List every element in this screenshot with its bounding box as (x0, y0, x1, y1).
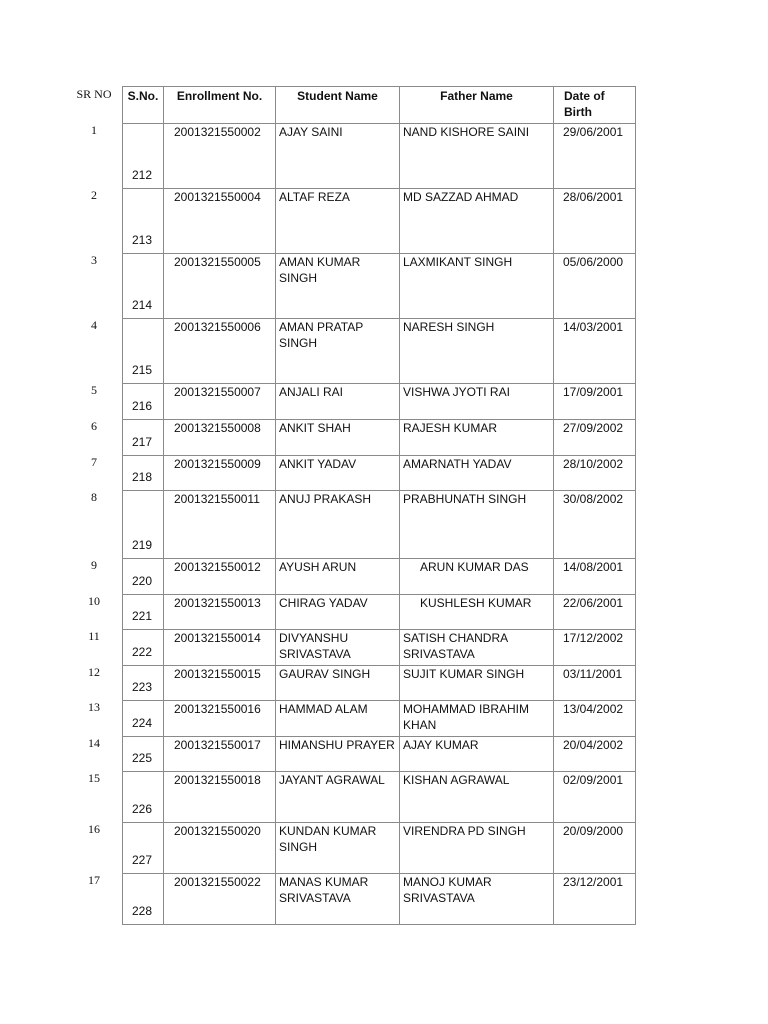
sno-cell: 214 (123, 254, 164, 319)
student-name-cell: MANAS KUMAR SRIVASTAVA (276, 874, 400, 925)
dob-cell: 20/09/2000 (554, 823, 636, 874)
dob-cell: 05/06/2000 (554, 254, 636, 319)
table-row (123, 737, 636, 772)
sr-no-value: 16 (88, 822, 100, 836)
table-row (123, 384, 636, 420)
sno-cell: 222 (123, 630, 164, 666)
enrollment-cell: 2001321550008 (164, 420, 276, 456)
table-row (123, 559, 636, 595)
enrollment-cell: 2001321550011 (164, 491, 276, 559)
sno-cell: 225 (123, 737, 164, 772)
sno-cell: 220 (123, 559, 164, 595)
father-name-cell: KISHAN AGRAWAL (400, 772, 554, 823)
sr-no-value: 14 (88, 736, 100, 750)
sno-cell: 226 (123, 772, 164, 823)
enrollment-cell: 2001321550004 (164, 189, 276, 254)
enrollment-cell: 2001321550016 (164, 701, 276, 737)
father-name-cell: MOHAMMAD IBRAHIM KHAN (400, 701, 554, 737)
table-row (123, 595, 636, 630)
sno-cell: 218 (123, 456, 164, 491)
father-name-cell: PRABHUNATH SINGH (400, 491, 554, 559)
student-name-cell: KUNDAN KUMAR SINGH (276, 823, 400, 874)
father-name-cell: ARUN KUMAR DAS (400, 559, 554, 595)
table-row (123, 666, 636, 701)
father-name-cell: KUSHLESH KUMAR (400, 595, 554, 630)
father-name-cell: SUJIT KUMAR SINGH (400, 666, 554, 701)
enrollment-cell: 2001321550012 (164, 559, 276, 595)
father-name-cell: SATISH CHANDRA SRIVASTAVA (400, 630, 554, 666)
dob-cell: 20/04/2002 (554, 737, 636, 772)
sno-cell: 215 (123, 319, 164, 384)
enrollment-cell: 2001321550005 (164, 254, 276, 319)
table-row (123, 189, 636, 254)
enrollment-cell: 2001321550017 (164, 737, 276, 772)
sno-header: S.No. (123, 87, 164, 124)
student-name-cell: HIMANSHU PRAYER (276, 737, 400, 772)
dob-cell: 17/09/2001 (554, 384, 636, 420)
sr-no-value: 15 (88, 771, 100, 785)
student-name-cell: ALTAF REZA (276, 189, 400, 254)
dob-cell: 14/08/2001 (554, 559, 636, 595)
father-name-cell: NAND KISHORE SAINI (400, 124, 554, 189)
sr-no-value: 12 (88, 665, 100, 679)
father-name-cell: AJAY KUMAR (400, 737, 554, 772)
table-row (123, 319, 636, 384)
enrollment-cell: 2001321550002 (164, 124, 276, 189)
student-name-cell: HAMMAD ALAM (276, 701, 400, 737)
sr-no-value: 4 (91, 318, 97, 332)
table-row (123, 254, 636, 319)
enrollment-header: Enrollment No. (164, 87, 276, 124)
father-name-cell: VISHWA JYOTI RAI (400, 384, 554, 420)
sr-no-value: 2 (91, 188, 97, 202)
dob-cell: 27/09/2002 (554, 420, 636, 456)
sno-cell: 221 (123, 595, 164, 630)
dob-cell: 17/12/2002 (554, 630, 636, 666)
student-name-cell: AYUSH ARUN (276, 559, 400, 595)
header-row (123, 87, 636, 124)
sno-cell: 217 (123, 420, 164, 456)
sno-cell: 212 (123, 124, 164, 189)
student-name-cell: ANKIT YADAV (276, 456, 400, 491)
father-name-cell: AMARNATH YADAV (400, 456, 554, 491)
dob-cell: 02/09/2001 (554, 772, 636, 823)
table-row (123, 124, 636, 189)
table-row (123, 491, 636, 559)
dob-cell: 03/11/2001 (554, 666, 636, 701)
sr-no-value: 11 (88, 629, 100, 643)
sno-cell: 219 (123, 491, 164, 559)
dob-cell: 14/03/2001 (554, 319, 636, 384)
table-row (123, 701, 636, 737)
sr-no-header: SR NO (76, 87, 112, 101)
table-row (123, 874, 636, 925)
enrollment-cell: 2001321550022 (164, 874, 276, 925)
table-row (123, 772, 636, 823)
sr-no-value: 1 (91, 123, 97, 137)
dob-cell: 28/06/2001 (554, 189, 636, 254)
sr-no-value: 9 (91, 558, 97, 572)
dob-cell: 28/10/2002 (554, 456, 636, 491)
dob-cell: 22/06/2001 (554, 595, 636, 630)
student-name-cell: AJAY SAINI (276, 124, 400, 189)
father-name-cell: RAJESH KUMAR (400, 420, 554, 456)
sno-cell: 223 (123, 666, 164, 701)
enrollment-cell: 2001321550013 (164, 595, 276, 630)
student-name-cell: ANJALI RAI (276, 384, 400, 420)
father-name-cell: VIRENDRA PD SINGH (400, 823, 554, 874)
student-name-cell: ANUJ PRAKASH (276, 491, 400, 559)
enrollment-cell: 2001321550014 (164, 630, 276, 666)
sr-no-value: 6 (91, 419, 97, 433)
father-name-cell: MANOJ KUMAR SRIVASTAVA (400, 874, 554, 925)
enrollment-cell: 2001321550018 (164, 772, 276, 823)
father-name-cell: NARESH SINGH (400, 319, 554, 384)
table-row (123, 823, 636, 874)
sr-no-value: 3 (91, 253, 97, 267)
table-row (123, 420, 636, 456)
sno-cell: 216 (123, 384, 164, 420)
student-name-cell: ANKIT SHAH (276, 420, 400, 456)
student-name-cell: AMAN KUMAR SINGH (276, 254, 400, 319)
student-name-header: Student Name (276, 87, 400, 124)
enrollment-cell: 2001321550009 (164, 456, 276, 491)
father-name-header: Father Name (400, 87, 554, 124)
dob-cell: 23/12/2001 (554, 874, 636, 925)
sr-no-value: 7 (91, 455, 97, 469)
sno-cell: 224 (123, 701, 164, 737)
dob-cell: 29/06/2001 (554, 124, 636, 189)
sr-no-value: 17 (88, 873, 100, 887)
enrollment-cell: 2001321550015 (164, 666, 276, 701)
sno-cell: 213 (123, 189, 164, 254)
student-name-cell: JAYANT AGRAWAL (276, 772, 400, 823)
enrollment-cell: 2001321550020 (164, 823, 276, 874)
student-name-cell: GAURAV SINGH (276, 666, 400, 701)
sno-cell: 227 (123, 823, 164, 874)
sno-cell: 228 (123, 874, 164, 925)
table-row (123, 456, 636, 491)
enrollment-cell: 2001321550007 (164, 384, 276, 420)
table-row (123, 630, 636, 666)
dob-header: Date of Birth (554, 87, 636, 124)
enrollment-cell: 2001321550006 (164, 319, 276, 384)
sr-no-value: 13 (88, 700, 100, 714)
father-name-cell: LAXMIKANT SINGH (400, 254, 554, 319)
sr-no-value: 10 (88, 594, 100, 608)
dob-cell: 30/08/2002 (554, 491, 636, 559)
student-table (122, 86, 636, 925)
father-name-cell: MD SAZZAD AHMAD (400, 189, 554, 254)
student-name-cell: AMAN PRATAP SINGH (276, 319, 400, 384)
sr-no-value: 8 (91, 490, 97, 504)
sr-no-value: 5 (91, 383, 97, 397)
dob-cell: 13/04/2002 (554, 701, 636, 737)
student-name-cell: CHIRAG YADAV (276, 595, 400, 630)
table-body (123, 124, 636, 925)
student-name-cell: DIVYANSHU SRIVASTAVA (276, 630, 400, 666)
